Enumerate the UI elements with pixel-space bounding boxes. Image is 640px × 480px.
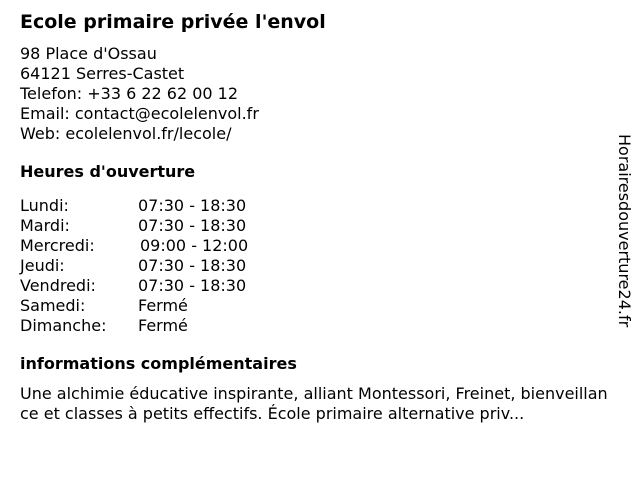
time-value: 09:00 - 12:00 [140,236,249,255]
site-watermark [612,134,636,344]
day-label: Dimanche: [20,316,107,335]
additional-info-text: Une alchimie éducative inspirante, alliant Montessori, Freinet, bienveillance et classes à petits effectifs. École primaire alternative priv... [20,384,608,423]
postal-city: 64121 Serres-Castet [20,64,185,83]
day-label: Mercredi: [20,236,95,255]
day-label: Mardi: [20,216,70,235]
hours-row-saturday [20,296,248,316]
hours-row-thursday [20,256,248,276]
hours-row-tuesday [20,216,248,236]
time-value: 07:30 - 18:30 [138,276,247,295]
time-value: Fermé [138,296,188,315]
day-label: Vendredi: [20,276,96,295]
hours-row-wednesday [20,236,248,256]
email-line: Email: contact@ecolelenvol.fr [20,104,259,123]
phone-line: Telefon: +33 6 22 62 00 12 [20,84,239,103]
time-value: 07:30 - 18:30 [138,256,247,275]
day-label: Jeudi: [20,256,65,275]
hours-row-friday [20,276,248,296]
web-line: Web: ecolelenvol.fr/lecole/ [20,124,232,143]
hours-row-sunday [20,316,248,336]
opening-hours-heading: Heures d'ouverture [20,162,196,181]
hours-row-monday [20,196,248,216]
time-value: 07:30 - 18:30 [138,216,247,235]
opening-hours-table [20,196,248,336]
street-address: 98 Place d'Ossau [20,44,157,63]
day-label: Lundi: [20,196,69,215]
address-block [20,44,259,144]
day-label: Samedi: [20,296,86,315]
additional-info-heading: informations complémentaires [20,354,297,373]
school-name: Ecole primaire privée l'envol [20,11,326,33]
title-section [20,10,326,42]
time-value: 07:30 - 18:30 [138,196,247,215]
watermark-text: Horairesdouverture24.fr [615,134,634,328]
time-value: Fermé [138,316,188,335]
